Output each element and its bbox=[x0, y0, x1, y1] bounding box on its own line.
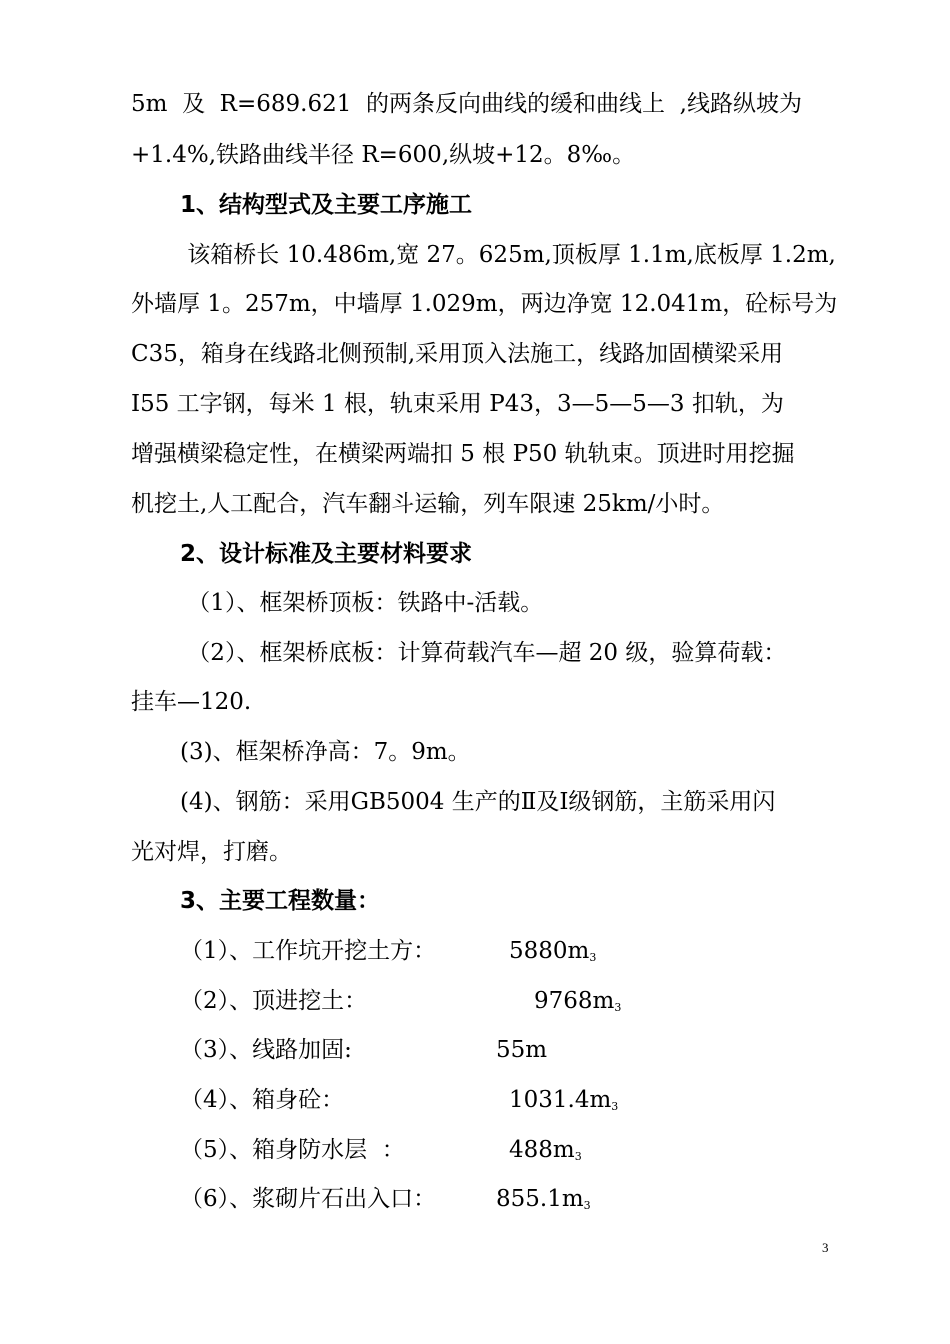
paragraph-line: （2）、框架桥底板：计算荷载汽车—超 20 级，验算荷载： bbox=[180, 640, 787, 666]
quantity-value: $1031.4m^3$ bbox=[509, 1087, 619, 1113]
paragraph-line: 增强横梁稳定性，在横梁两端扣 5 根 P50 轨轨束。顶进时用挖掘 bbox=[131, 441, 795, 467]
paragraph-line: 挂车—120. bbox=[131, 689, 252, 715]
quantity-value: $9768m^3$ bbox=[534, 988, 622, 1014]
paragraph-line: （1）、框架桥顶板：铁路中-活载。 bbox=[180, 590, 544, 616]
quantity-label: （3）、线路加固: bbox=[180, 1037, 352, 1063]
paragraph-line: +1.4%,铁路曲线半径 R=600,纵坡+12。8‰。 bbox=[131, 142, 636, 168]
paragraph-line: 5m 及 R=689.621 的两条反向曲线的缓和曲线上 ,线路纵坡为 bbox=[131, 91, 802, 117]
paragraph-line: Ⅰ55 工字钢，每米 1 根，轨束采用 P43，3—5—5—3 扣轨，为 bbox=[131, 391, 784, 417]
quantity-value: $855.1m^3$ bbox=[496, 1186, 591, 1212]
quantity-label: （5）、箱身防水层 ： bbox=[180, 1137, 405, 1163]
quantity-label: （6）、浆砌片石出入口： bbox=[180, 1186, 437, 1212]
paragraph-line: (4)、钢筋：采用GB5004 生产的Ⅱ及Ⅰ级钢筋，主筋采用闪 bbox=[180, 789, 776, 815]
quantity-value: $5880m^3$ bbox=[509, 938, 597, 964]
quantity-label: （1）、工作坑开挖土方： bbox=[180, 938, 437, 964]
quantity-value: $488m^3$ bbox=[509, 1137, 582, 1163]
quantity-value: 55m bbox=[496, 1037, 548, 1063]
section-heading-1: 1、结构型式及主要工序施工 bbox=[180, 192, 473, 218]
page-number: 3 bbox=[822, 1240, 829, 1255]
paragraph-line: 外墙厚 1。257m，中墙厚 1.029m，两边净宽 12.041m，砼标号为 bbox=[131, 291, 838, 317]
paragraph-line: 该箱桥长 10.486m,宽 27。625m,顶板厚 1.1m,底板厚 1.2m, bbox=[180, 242, 836, 268]
quantity-label: （2）、顶进挖土： bbox=[180, 988, 368, 1014]
paragraph-line: 机挖土,人工配合，汽车翻斗运输，列车限速 25km/小时。 bbox=[131, 491, 725, 517]
section-heading-3: 3、主要工程数量： bbox=[180, 888, 381, 914]
quantity-label: （4）、箱身砼： bbox=[180, 1087, 345, 1113]
paragraph-line: C35，箱身在线路北侧预制,采用顶入法施工，线路加固横梁采用 bbox=[131, 341, 784, 367]
paragraph-line: 光对焊，打磨。 bbox=[131, 839, 292, 865]
paragraph-line: (3)、框架桥净高：7。9m。 bbox=[180, 739, 471, 765]
section-heading-2: 2、设计标准及主要材料要求 bbox=[180, 541, 473, 567]
